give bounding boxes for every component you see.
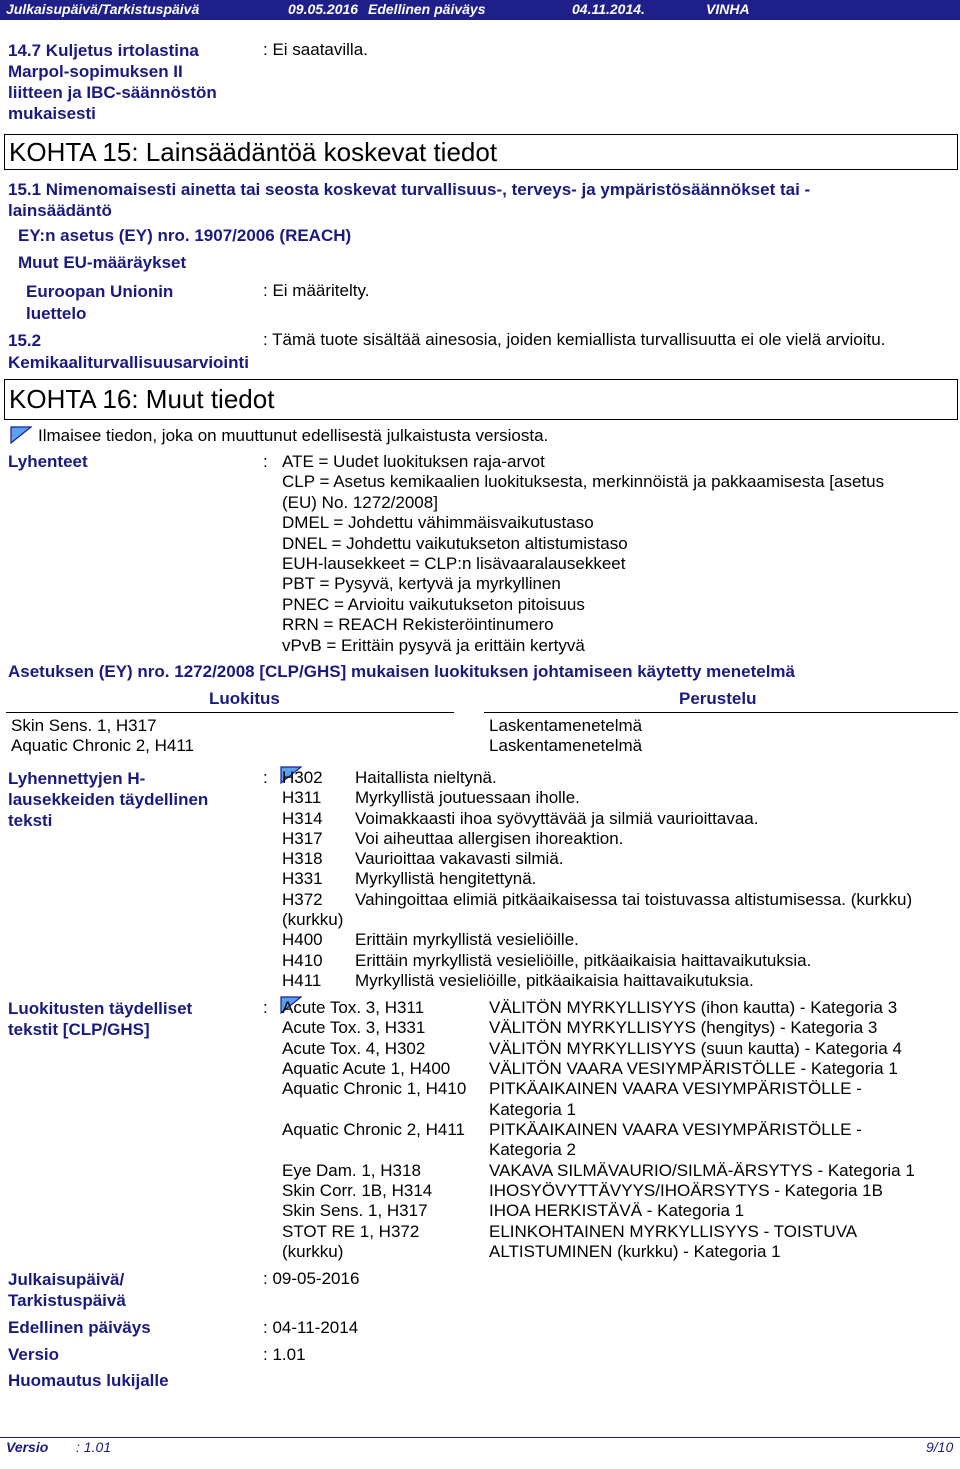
clp-class: (kurkku) bbox=[282, 1242, 344, 1262]
h-code: H400 bbox=[282, 930, 323, 950]
s14-7-label-line: liitteen ja IBC-säännöstön bbox=[8, 83, 217, 102]
h-label-line: Lyhennettyjen H- bbox=[8, 769, 146, 788]
h-label-line: lausekkeiden täydellinen bbox=[8, 790, 209, 809]
clp-description: VAKAVA SILMÄVAURIO/SILMÄ-ÄRSYTYS - Kategoria 1 bbox=[489, 1160, 915, 1180]
prev-date-value: : 04-11-2014 bbox=[263, 1318, 359, 1337]
h-text: Myrkyllistä joutuessaan iholle. bbox=[355, 788, 580, 808]
clp-class: Skin Corr. 1B, H314 bbox=[282, 1181, 433, 1201]
abbrev-line: DMEL = Johdettu vähimmäisvaikutustaso bbox=[282, 513, 594, 533]
abbrev-label: Lyhenteet bbox=[8, 452, 88, 471]
clp-class: Eye Dam. 1, H318 bbox=[282, 1160, 421, 1180]
h-code: H411 bbox=[282, 970, 322, 990]
clp-description: Kategoria 2 bbox=[489, 1140, 576, 1160]
clp-description: VÄLITÖN MYRKYLLISYYS (hengitys) - Kategoria 3 bbox=[489, 1018, 878, 1038]
h-code: H302 bbox=[282, 768, 323, 787]
header-prev-label: Edellinen päiväys bbox=[368, 1, 486, 17]
abbrev-line: ATE = Uudet luokituksen raja-arvot bbox=[282, 452, 545, 471]
h-text: Myrkyllistä hengitettynä. bbox=[355, 869, 537, 889]
s14-7-label bbox=[8, 40, 217, 124]
h-text: Myrkyllistä vesieliöille, pitkäaikaisia haittavaikutuksia. bbox=[355, 970, 754, 990]
abbrev-line: vPvB = Erittäin pysyvä ja erittäin kertyvä bbox=[282, 635, 585, 655]
s15-1-heading-line: 15.1 Nimenomaisesti ainetta tai seosta koskevat turvallisuus-, terveys- ja ympäristösäännökset tai - bbox=[8, 180, 811, 199]
abbrev-list bbox=[282, 452, 884, 656]
reach-heading: EY:n asetus (EY) nro. 1907/2006 (REACH) bbox=[18, 226, 352, 245]
h-code: H318 bbox=[282, 849, 323, 869]
s15-2-label-line: 15.2 bbox=[8, 331, 42, 350]
document-header-bar bbox=[0, 0, 960, 20]
s14-7-label-line: 14.7 Kuljetus irtolastina bbox=[8, 41, 199, 60]
h-text: Erittäin myrkyllistä vesieliöille, pitkäaikaisia haittavaikutuksia. bbox=[355, 950, 812, 970]
clp-description: IHOSYÖVYTTÄVYYS/IHOÄRSYTYS - Kategoria 1B bbox=[489, 1181, 883, 1201]
clp-description: PITKÄAIKAINEN VAARA VESIYMPÄRISTÖLLE - bbox=[489, 1079, 862, 1099]
clp-description: ALTISTUMINEN (kurkku) - Kategoria 1 bbox=[489, 1242, 781, 1262]
h-statements-label bbox=[8, 768, 208, 831]
section-15-title: KOHTA 15: Lainsäädäntöä koskevat tiedot bbox=[4, 134, 958, 170]
s15-1-heading-line: lainsäädäntö bbox=[8, 201, 112, 220]
clp-class: Aquatic Chronic 1, H410 bbox=[282, 1079, 467, 1099]
h-label-line: teksti bbox=[8, 811, 53, 830]
h-text: Voi aiheuttaa allergisen ihoreaktion. bbox=[355, 828, 624, 848]
issue-date-label-line: Tarkistuspäivä bbox=[8, 1291, 126, 1310]
change-note: Ilmaisee tiedon, joka on muuttunut edellisestä julkaistusta versiosta. bbox=[38, 426, 549, 445]
abbrev-line: RRN = REACH Rekisteröintinumero bbox=[282, 615, 554, 635]
clp-class bbox=[282, 1140, 466, 1160]
header-prev-value: 04.11.2014. bbox=[572, 1, 645, 17]
col-basis-header: Perustelu bbox=[679, 689, 757, 708]
clp-class: STOT RE 1, H372 bbox=[282, 1221, 420, 1241]
method-title: Asetuksen (EY) nro. 1272/2008 [CLP/GHS] mukaisen luokituksen johtamiseen käytetty menetelmä bbox=[8, 662, 795, 681]
h-text: Vahingoittaa elimiä pitkäaikaisessa tai toistuvassa altistumisessa. (kurkku) bbox=[355, 889, 913, 909]
s15-2-label bbox=[8, 330, 249, 374]
clp-description: PITKÄAIKAINEN VAARA VESIYMPÄRISTÖLLE - bbox=[489, 1120, 862, 1140]
clp-class: Skin Sens. 1, H317 bbox=[282, 1201, 428, 1221]
s15-2-value: : Tämä tuote sisältää ainesosia, joiden kemiallista turvallisuutta ei ole vielä arvioitu. bbox=[263, 330, 886, 349]
clp-label-line: tekstit [CLP/GHS] bbox=[8, 1020, 150, 1039]
prev-date-label: Edellinen päiväys bbox=[8, 1318, 151, 1337]
h-code: H314 bbox=[282, 808, 323, 828]
class-row-2-class: Aquatic Chronic 2, H411 bbox=[11, 736, 195, 755]
clp-description: VÄLITÖN MYRKYLLISYYS (suun kautta) - Kategoria 4 bbox=[489, 1038, 902, 1058]
h-colon: : bbox=[263, 768, 268, 787]
clp-class: Acute Tox. 4, H302 bbox=[282, 1038, 426, 1058]
h-code: H331 bbox=[282, 869, 323, 889]
clp-label bbox=[8, 998, 192, 1040]
abbrev-line: CLP = Asetus kemikaalien luokituksesta, merkinnöistä ja pakkaamisesta [asetus bbox=[282, 472, 885, 492]
issue-date-value: : 09-05-2016 bbox=[263, 1269, 360, 1288]
clp-description: Kategoria 1 bbox=[489, 1099, 576, 1119]
abbrev-colon: : bbox=[263, 452, 268, 471]
clp-class: Acute Tox. 3, H311 bbox=[282, 998, 425, 1017]
header-date-value: 09.05.2016 bbox=[288, 1, 359, 17]
abbrev-line: DNEL = Johdettu vaikutukseton altistumistaso bbox=[282, 533, 628, 553]
table-rule bbox=[6, 712, 454, 713]
footer-page-number: 9/10 bbox=[926, 1439, 954, 1455]
h-code: (kurkku) bbox=[282, 910, 344, 930]
footer-version-label: Versio bbox=[6, 1439, 49, 1455]
page-footer bbox=[0, 1437, 960, 1455]
clp-colon: : bbox=[263, 998, 268, 1017]
col-class-header: Luokitus bbox=[209, 689, 280, 708]
s14-7-value: : Ei saatavilla. bbox=[263, 40, 368, 59]
section-16-title: KOHTA 16: Muut tiedot bbox=[4, 379, 958, 420]
abbrev-line: PNEC = Arvioitu vaikutukseton pitoisuus bbox=[282, 594, 585, 614]
clp-class: Acute Tox. 3, H331 bbox=[282, 1018, 426, 1038]
eu-list-label bbox=[26, 281, 173, 325]
s15-1-heading bbox=[8, 179, 810, 221]
eu-list-value: : Ei määritelty. bbox=[263, 281, 370, 300]
version-value: : 1.01 bbox=[263, 1345, 306, 1364]
abbrev-line: (EU) No. 1272/2008] bbox=[282, 492, 438, 512]
clp-label-line: Luokitusten täydelliset bbox=[8, 999, 193, 1018]
footer-version-value: : 1.01 bbox=[76, 1439, 112, 1455]
table-rule bbox=[484, 712, 958, 713]
clp-class bbox=[282, 1100, 466, 1120]
abbrev-line: EUH-lausekkeet = CLP:n lisävaaralausekkeet bbox=[282, 554, 626, 574]
h-text bbox=[355, 910, 912, 930]
eu-list-label-line: luettelo bbox=[26, 304, 87, 323]
h-text: Erittäin myrkyllistä vesieliöille. bbox=[355, 930, 579, 950]
header-date-label: Julkaisupäivä/Tarkistuspäivä bbox=[6, 1, 200, 17]
class-row-2-basis: Laskentamenetelmä bbox=[489, 736, 643, 755]
reader-notice-label: Huomautus lukijalle bbox=[8, 1371, 169, 1390]
issue-date-label-line: Julkaisupäivä/ bbox=[8, 1270, 125, 1289]
clp-classes bbox=[282, 998, 466, 1262]
clp-description: ELINKOHTAINEN MYRKYLLISYYS - TOISTUVA bbox=[489, 1221, 858, 1241]
h-text: Vaurioittaa vakavasti silmiä. bbox=[355, 849, 564, 869]
issue-date-label bbox=[8, 1269, 126, 1311]
s15-2-label-line: Kemikaaliturvallisuusarviointi bbox=[8, 353, 249, 372]
h-code: H372 bbox=[282, 889, 323, 909]
class-row-1-class: Skin Sens. 1, H317 bbox=[11, 716, 157, 735]
abbrev-line: PBT = Pysyvä, kertyvä ja myrkyllinen bbox=[282, 574, 561, 594]
h-code: H317 bbox=[282, 828, 323, 848]
clp-description: VÄLITÖN MYRKYLLISYYS (ihon kautta) - Kategoria 3 bbox=[489, 998, 898, 1017]
clp-class: Aquatic Acute 1, H400 bbox=[282, 1059, 451, 1079]
s14-7-label-line: mukaisesti bbox=[8, 104, 96, 123]
clp-descriptions bbox=[489, 998, 915, 1262]
h-text: Haitallista nieltynä. bbox=[355, 768, 497, 787]
h-codes bbox=[282, 768, 343, 991]
other-eu-heading: Muut EU-määräykset bbox=[18, 253, 187, 272]
h-text: Voimakkaasti ihoa syövyttävää ja silmiä vaurioittavaa. bbox=[355, 808, 759, 828]
s14-7-label-line: Marpol-sopimuksen II bbox=[8, 62, 183, 81]
clp-description: IHOA HERKISTÄVÄ - Kategoria 1 bbox=[489, 1201, 745, 1221]
version-label: Versio bbox=[8, 1345, 60, 1364]
clp-description: VÄLITÖN VAARA VESIYMPÄRISTÖLLE - Kategoria 1 bbox=[489, 1059, 898, 1079]
h-code: H311 bbox=[282, 788, 322, 808]
header-badge: VINHA bbox=[706, 1, 750, 17]
change-flag-icon bbox=[10, 426, 32, 444]
h-code: H410 bbox=[282, 950, 323, 970]
eu-list-label-line: Euroopan Unionin bbox=[26, 282, 174, 301]
h-texts bbox=[355, 768, 912, 991]
clp-class: Aquatic Chronic 2, H411 bbox=[282, 1120, 466, 1140]
class-row-1-basis: Laskentamenetelmä bbox=[489, 716, 643, 735]
